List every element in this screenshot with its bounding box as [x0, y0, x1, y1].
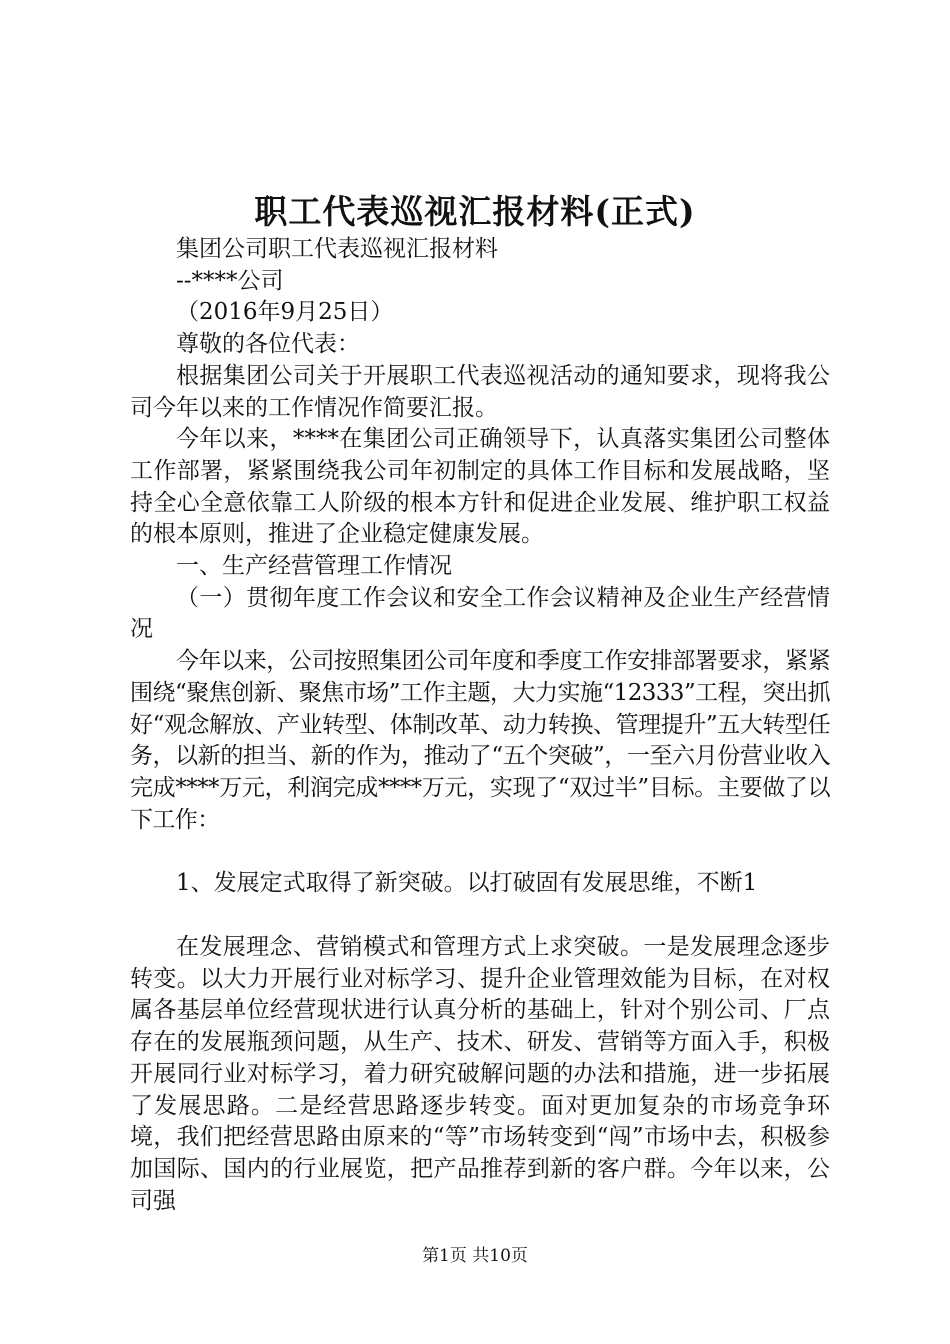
paragraph-overview: 今年以来，****在集团公司正确领导下，认真落实集团公司整体工作部署，紧紧围绕我公司年初制定的具体工作目标和发展战略，坚持全心全意依靠工人阶级的根本方针和促进企业发展、维护职工权益的根本原则，推进了企业稳定健康发展。: [130, 426, 830, 548]
spacer: [130, 836, 830, 868]
spacer: [130, 900, 830, 932]
document-title: 职工代表巡视汇报材料(正式): [254, 192, 696, 231]
document-body: [130, 234, 830, 1217]
paragraph-date: （2016年9月25日）: [176, 299, 394, 326]
paragraph-salutation: 尊敬的各位代表：: [176, 331, 360, 358]
paragraph-subtitle: 集团公司职工代表巡视汇报材料: [176, 236, 498, 262]
paragraph-intro: 根据集团公司关于开展职工代表巡视活动的通知要求，现将我公司今年以来的工作情况作简要汇报。: [130, 362, 830, 421]
page-footer: 第1页 共10页: [422, 1246, 528, 1266]
paragraph-breakthrough: 在发展理念、营销模式和管理方式上求突破。一是发展理念逐步转变。以大力开展行业对标学习、提升企业管理效能为目标，在对权属各基层单位经营现状进行认真分析的基础上，针对个别公司、厂点存在的发展瓶颈问题，从生产、技术、研发、营销等方面入手，积极开展同行业对标学习，着力研究破解问题的办法和措施，进一步拓展了发展思路。二是经营思路逐步转变。面对更加复杂的市场竞争环境，我们把经营思路由原来的“等”市场转变到“闯”市场中去，积极参加国际、国内的行业展览，把产品推荐到新的客户群。今年以来，公司强: [130, 934, 830, 1214]
paragraph-operations: 今年以来，公司按照集团公司年度和季度工作安排部署要求，紧紧围绕“聚焦创新、聚焦市场”工作主题，大力实施“12333”工程，突出抓好“观念解放、产业转型、体制改革、动力转换、管理提升”五大转型任务，以新的担当、新的作为，推动了“五个突破”，一至六月份营业收入完成****万元，利润完成****万元，实现了“双过半”目标。主要做了以下工作：: [130, 648, 830, 833]
paragraph-company: --****公司: [176, 267, 284, 294]
subsection-heading-1: （一）贯彻年度工作会议和安全工作会议精神及企业生产经营情况: [130, 584, 830, 643]
paragraph-item-1: 1、发展定式取得了新突破。以打破固有发展思维，不断1: [176, 870, 758, 897]
section-heading-1: 一、生产经营管理工作情况: [176, 553, 452, 580]
